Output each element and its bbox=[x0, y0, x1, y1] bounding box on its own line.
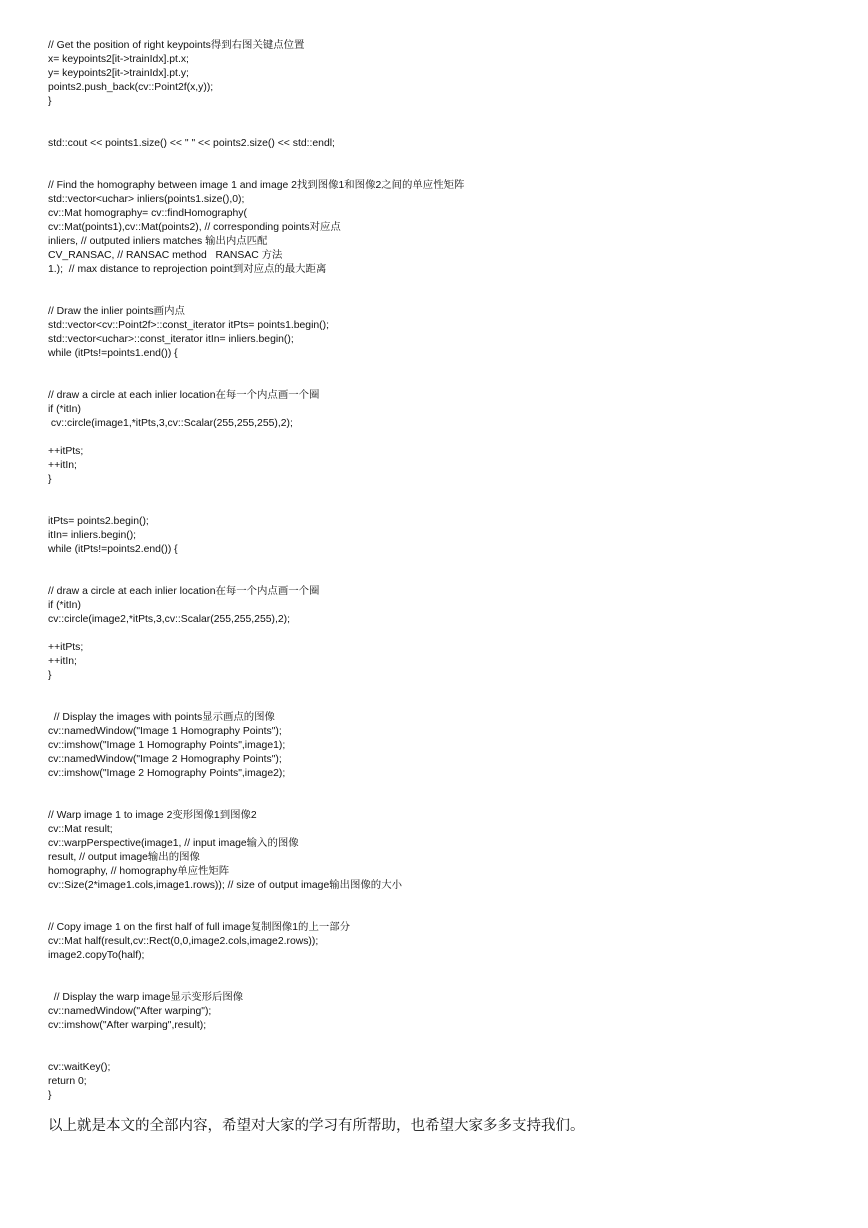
blank-line bbox=[48, 571, 838, 585]
code-line: ++itIn; bbox=[48, 656, 77, 667]
blank-line bbox=[48, 431, 838, 445]
code-line: std::vector<uchar>::const_iterator itIn= inliers.begin(); bbox=[48, 334, 294, 345]
blank-line bbox=[48, 1033, 838, 1047]
code-line: return 0; bbox=[48, 1076, 87, 1087]
code-line: // Get the position of right keypoints得到右图关键点位置 bbox=[48, 40, 305, 51]
closing-paragraph: 以上就是本文的全部内容，希望对大家的学习有所帮助，也希望大家多多支持我们。 bbox=[48, 1118, 585, 1134]
blank-line bbox=[48, 1047, 838, 1061]
code-line: ++itIn; bbox=[48, 460, 77, 471]
code-line: result, // output image输出的图像 bbox=[48, 852, 200, 863]
code-line: cv::Mat result; bbox=[48, 824, 113, 835]
blank-line bbox=[48, 277, 838, 291]
code-line: // Display the images with points显示画点的图像 bbox=[48, 712, 275, 723]
code-line: } bbox=[48, 96, 52, 107]
blank-line bbox=[48, 683, 838, 697]
blank-line bbox=[48, 697, 838, 711]
code-line: points2.push_back(cv::Point2f(x,y)); bbox=[48, 82, 214, 93]
blank-line bbox=[48, 123, 838, 137]
code-line: while (itPts!=points1.end()) { bbox=[48, 348, 178, 359]
code-line: x= keypoints2[it->trainIdx].pt.x; bbox=[48, 54, 189, 65]
code-line: cv::circle(image1,*itPts,3,cv::Scalar(255,255,255),2); bbox=[48, 418, 293, 429]
code-line: } bbox=[48, 670, 52, 681]
code-line: if (*itIn) bbox=[48, 404, 81, 415]
blank-line bbox=[48, 977, 838, 991]
code-line: if (*itIn) bbox=[48, 600, 81, 611]
code-line: cv::imshow("After warping",result); bbox=[48, 1020, 207, 1031]
code-line: image2.copyTo(half); bbox=[48, 950, 145, 961]
code-line: ++itPts; bbox=[48, 446, 84, 457]
code-line: // Display the warp image显示变形后图像 bbox=[48, 992, 244, 1003]
code-line: // Warp image 1 to image 2变形图像1到图像2 bbox=[48, 810, 257, 821]
blank-line bbox=[48, 907, 838, 921]
code-line: cv::Mat homography= cv::findHomography( bbox=[48, 208, 247, 219]
blank-line bbox=[48, 375, 838, 389]
blank-line bbox=[48, 963, 838, 977]
code-line: // Copy image 1 on the first half of full image复制图像1的上一部分 bbox=[48, 922, 351, 933]
code-line: cv::Mat(points1),cv::Mat(points2), // corresponding points对应点 bbox=[48, 222, 341, 233]
blank-line bbox=[48, 291, 838, 305]
code-line: itPts= points2.begin(); bbox=[48, 516, 149, 527]
blank-line bbox=[48, 165, 838, 179]
blank-line bbox=[48, 795, 838, 809]
code-block bbox=[48, 39, 838, 1103]
code-line: inliers, // outputed inliers matches 输出内点匹配 bbox=[48, 236, 268, 247]
code-line: 1.); // max distance to reprojection point到对应点的最大距离 bbox=[48, 264, 327, 275]
code-line: cv::circle(image2,*itPts,3,cv::Scalar(255,255,255),2); bbox=[48, 614, 290, 625]
code-line: // draw a circle at each inlier location在每一个内点画一个圈 bbox=[48, 390, 320, 401]
blank-line bbox=[48, 557, 838, 571]
code-line: cv::Size(2*image1.cols,image1.rows)); // size of output image输出图像的大小 bbox=[48, 880, 402, 891]
blank-line bbox=[48, 781, 838, 795]
code-line: cv::namedWindow("Image 2 Homography Points"); bbox=[48, 754, 282, 765]
code-line: while (itPts!=points2.end()) { bbox=[48, 544, 178, 555]
blank-line bbox=[48, 109, 838, 123]
code-line: cv::imshow("Image 1 Homography Points",image1); bbox=[48, 740, 286, 751]
code-line: std::cout << points1.size() << " " << points2.size() << std::endl; bbox=[48, 138, 335, 149]
blank-line bbox=[48, 627, 838, 641]
code-line: ++itPts; bbox=[48, 642, 84, 653]
code-line: std::vector<uchar> inliers(points1.size(),0); bbox=[48, 194, 245, 205]
code-line: itIn= inliers.begin(); bbox=[48, 530, 137, 541]
code-line: } bbox=[48, 474, 52, 485]
blank-line bbox=[48, 361, 838, 375]
code-line: // draw a circle at each inlier location在每一个内点画一个圈 bbox=[48, 586, 320, 597]
code-line: CV_RANSAC, // RANSAC method RANSAC 方法 bbox=[48, 250, 283, 261]
code-line: cv::namedWindow("Image 1 Homography Points"); bbox=[48, 726, 282, 737]
code-line: // Draw the inlier points画内点 bbox=[48, 306, 185, 317]
code-line: std::vector<cv::Point2f>::const_iterator itPts= points1.begin(); bbox=[48, 320, 329, 331]
code-line: y= keypoints2[it->trainIdx].pt.y; bbox=[48, 68, 189, 79]
code-line: } bbox=[48, 1090, 52, 1101]
code-line: cv::waitKey(); bbox=[48, 1062, 111, 1073]
blank-line bbox=[48, 893, 838, 907]
blank-line bbox=[48, 151, 838, 165]
code-line: cv::namedWindow("After warping"); bbox=[48, 1006, 212, 1017]
code-line: // Find the homography between image 1 and image 2找到图像1和图像2之间的单应性矩阵 bbox=[48, 180, 465, 191]
blank-line bbox=[48, 487, 838, 501]
blank-line bbox=[48, 501, 838, 515]
code-line: cv::Mat half(result,cv::Rect(0,0,image2.cols,image2.rows)); bbox=[48, 936, 319, 947]
code-line: homography, // homography单应性矩阵 bbox=[48, 866, 230, 877]
code-line: cv::warpPerspective(image1, // input image输入的图像 bbox=[48, 838, 299, 849]
code-line: cv::imshow("Image 2 Homography Points",image2); bbox=[48, 768, 286, 779]
